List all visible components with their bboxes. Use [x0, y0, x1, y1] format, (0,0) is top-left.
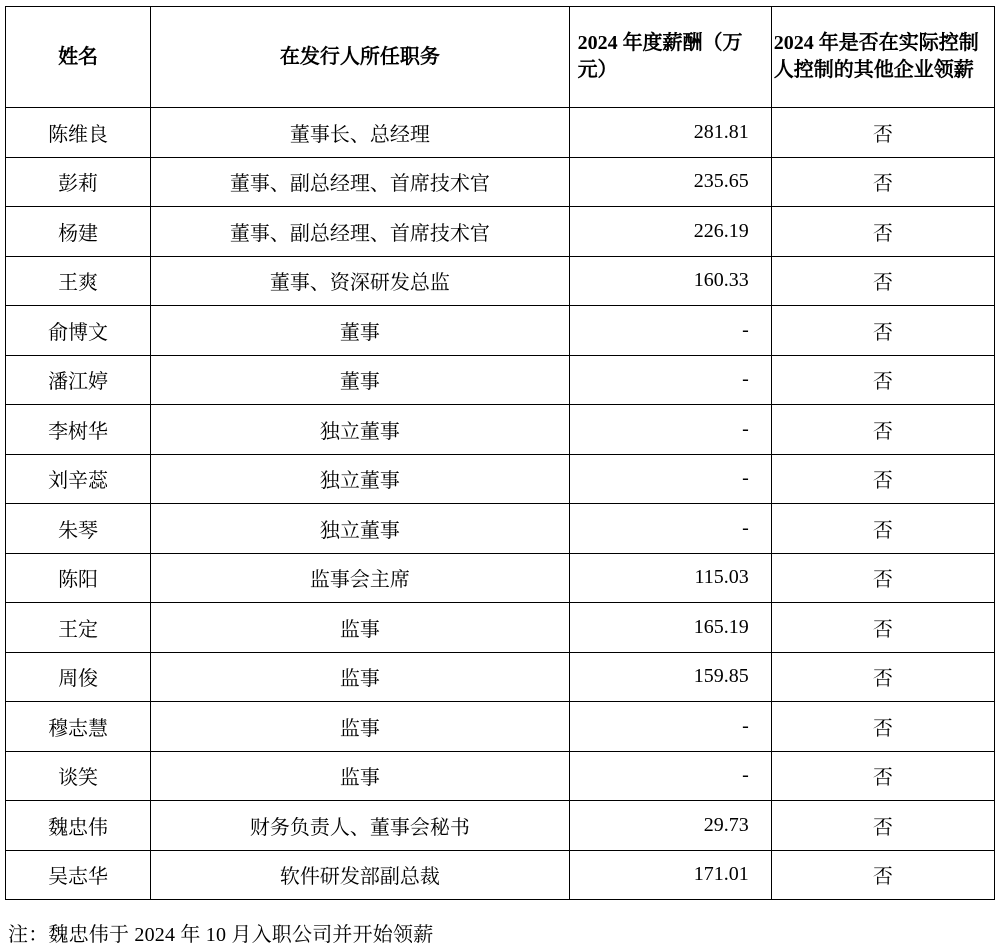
cell-other-company-salary: 否	[771, 751, 994, 801]
table-row	[6, 454, 995, 504]
table-row	[6, 603, 995, 653]
cell-role: 监事	[151, 702, 569, 752]
column-header-salary	[569, 7, 771, 108]
column-header-salary-text: 2024 年度薪酬（万元）	[577, 32, 743, 81]
cell-other-company-salary: 否	[771, 157, 994, 207]
cell-role: 董事、副总经理、首席技术官	[151, 157, 569, 207]
cell-name: 穆志慧	[6, 702, 151, 752]
cell-role: 独立董事	[151, 504, 569, 554]
column-header-role	[151, 7, 569, 108]
cell-salary: -	[569, 405, 771, 455]
cell-name: 李树华	[6, 405, 151, 455]
cell-role: 独立董事	[151, 454, 569, 504]
table-row	[6, 256, 995, 306]
cell-salary: -	[569, 355, 771, 405]
cell-name: 吴志华	[6, 850, 151, 900]
cell-role: 软件研发部副总裁	[151, 850, 569, 900]
table-row	[6, 306, 995, 356]
table-row	[6, 553, 995, 603]
table-row	[6, 850, 995, 900]
cell-other-company-salary: 否	[771, 553, 994, 603]
cell-other-company-salary: 否	[771, 702, 994, 752]
cell-other-company-salary: 否	[771, 850, 994, 900]
cell-other-company-salary: 否	[771, 207, 994, 257]
cell-name: 陈阳	[6, 553, 151, 603]
cell-role: 独立董事	[151, 405, 569, 455]
cell-name: 王爽	[6, 256, 151, 306]
cell-role: 财务负责人、董事会秘书	[151, 801, 569, 851]
cell-name: 杨建	[6, 207, 151, 257]
cell-role: 监事	[151, 603, 569, 653]
column-header-other-company-salary	[771, 7, 994, 108]
table-header	[6, 7, 995, 108]
cell-salary: 226.19	[569, 207, 771, 257]
cell-name: 朱琴	[6, 504, 151, 554]
table-footnote: 注：魏忠伟于 2024 年 10 月入职公司并开始领薪	[8, 924, 434, 946]
cell-name: 刘辛蕊	[6, 454, 151, 504]
table-row	[6, 801, 995, 851]
table-row	[6, 355, 995, 405]
table-body	[6, 108, 995, 900]
cell-salary: -	[569, 454, 771, 504]
column-header-other-company-salary-text: 2024 年是否在实际控制人控制的其他企业领薪	[773, 32, 979, 81]
column-header-role-text: 在发行人所任职务	[279, 45, 440, 68]
cell-other-company-salary: 否	[771, 355, 994, 405]
cell-role: 监事会主席	[151, 553, 569, 603]
cell-role: 董事、资深研发总监	[151, 256, 569, 306]
table-row	[6, 207, 995, 257]
cell-salary: -	[569, 751, 771, 801]
table-row	[6, 652, 995, 702]
table-header-row	[6, 7, 995, 108]
cell-salary: 165.19	[569, 603, 771, 653]
column-header-name	[6, 7, 151, 108]
cell-salary: -	[569, 504, 771, 554]
cell-salary: 29.73	[569, 801, 771, 851]
cell-other-company-salary: 否	[771, 454, 994, 504]
cell-role: 董事、副总经理、首席技术官	[151, 207, 569, 257]
cell-other-company-salary: 否	[771, 504, 994, 554]
cell-name: 周俊	[6, 652, 151, 702]
cell-salary: 235.65	[569, 157, 771, 207]
table-row	[6, 405, 995, 455]
cell-salary: 159.85	[569, 652, 771, 702]
cell-salary: 281.81	[569, 108, 771, 158]
cell-name: 俞博文	[6, 306, 151, 356]
cell-other-company-salary: 否	[771, 306, 994, 356]
table-row	[6, 751, 995, 801]
cell-role: 董事	[151, 306, 569, 356]
cell-other-company-salary: 否	[771, 108, 994, 158]
cell-salary: -	[569, 306, 771, 356]
compensation-table	[5, 6, 995, 900]
cell-other-company-salary: 否	[771, 603, 994, 653]
column-header-name-text: 姓名	[58, 45, 99, 68]
cell-salary: 160.33	[569, 256, 771, 306]
cell-role: 董事	[151, 355, 569, 405]
cell-other-company-salary: 否	[771, 405, 994, 455]
cell-role: 监事	[151, 751, 569, 801]
cell-role: 董事长、总经理	[151, 108, 569, 158]
table-row	[6, 108, 995, 158]
table-row	[6, 504, 995, 554]
cell-name: 谈笑	[6, 751, 151, 801]
cell-salary: 115.03	[569, 553, 771, 603]
cell-name: 王定	[6, 603, 151, 653]
cell-salary: 171.01	[569, 850, 771, 900]
cell-name: 魏忠伟	[6, 801, 151, 851]
cell-name: 潘江婷	[6, 355, 151, 405]
cell-role: 监事	[151, 652, 569, 702]
cell-other-company-salary: 否	[771, 256, 994, 306]
table-row	[6, 702, 995, 752]
cell-other-company-salary: 否	[771, 801, 994, 851]
cell-name: 彭莉	[6, 157, 151, 207]
cell-other-company-salary: 否	[771, 652, 994, 702]
cell-name: 陈维良	[6, 108, 151, 158]
cell-salary: -	[569, 702, 771, 752]
table-row	[6, 157, 995, 207]
